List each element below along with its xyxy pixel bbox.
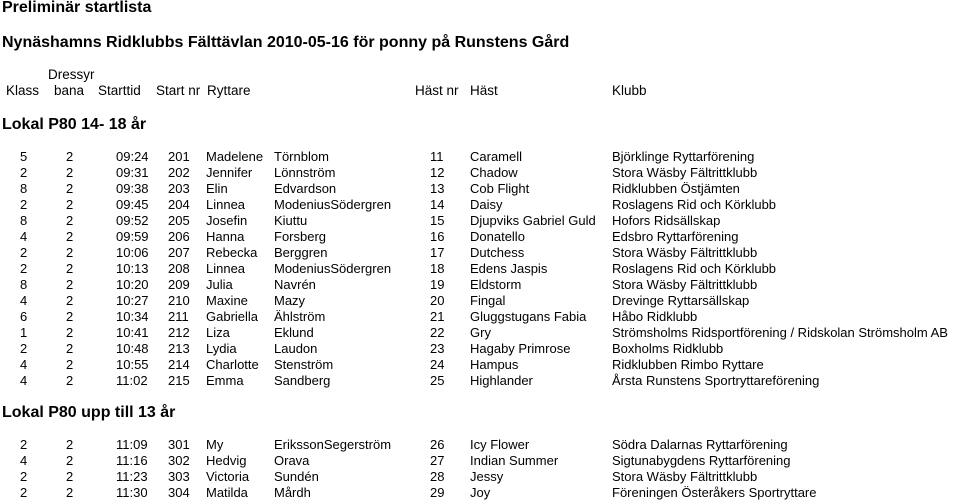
horse-nr-cell: 20 [430,293,445,308]
club-name: Björklinge Ryttarförening [612,149,755,164]
horse-name: Gluggstugans Fabia [470,309,587,324]
klass-cell: 6 [20,309,28,324]
table-row [0,229,960,245]
start-nr-cell: 214 [168,357,190,372]
bana-cell: 2 [66,229,74,244]
start-nr-cell: 212 [168,325,190,340]
rider-first-name: Charlotte [206,357,259,372]
starttid-cell: 10:48 [116,341,149,356]
rider-last-name: Orava [274,453,310,468]
col-hast-nr: Häst nr [415,83,459,98]
club-name: Drevinge Ryttarsällskap [612,293,750,308]
horse-nr-cell: 15 [430,213,445,228]
horse-name: Dutchess [470,245,525,260]
klass-cell: 4 [20,357,28,372]
table-row [0,453,960,469]
start-nr-cell: 205 [168,213,190,228]
horse-nr-cell: 28 [430,469,445,484]
horse-nr-cell: 26 [430,437,445,452]
klass-cell: 4 [20,373,28,388]
horse-name: Hagaby Primrose [470,341,571,356]
horse-name: Donatello [470,229,525,244]
horse-nr-cell: 23 [430,341,445,356]
start-nr-cell: 207 [168,245,190,260]
starttid-cell: 09:45 [116,197,149,212]
horse-name: Chadow [470,165,518,180]
rider-last-name: Kiuttu [274,213,308,228]
table-row [0,437,960,453]
horse-name: Highlander [470,373,533,388]
horse-nr-cell: 22 [430,325,445,340]
starttid-cell: 09:24 [116,149,149,164]
klass-cell: 2 [20,469,28,484]
bana-cell: 2 [66,469,74,484]
bana-cell: 2 [66,213,74,228]
horse-name: Joy [470,485,491,500]
section-title: Lokal P80 14- 18 år [2,116,147,133]
starttid-cell: 10:34 [116,309,149,324]
bana-cell: 2 [66,181,74,196]
col-hast: Häst [470,83,498,98]
horse-name: Hampus [470,357,519,372]
horse-name: Caramell [470,149,523,164]
starttid-cell: 11:09 [116,437,148,452]
table-row [0,149,960,165]
table-row [0,213,960,229]
table-row [0,165,960,181]
bana-cell: 2 [66,197,74,212]
rider-last-name: ErikssonSegerström [274,437,392,452]
start-nr-cell: 209 [168,277,190,292]
rider-last-name: Sandberg [274,373,331,388]
klass-cell: 8 [20,277,28,292]
starttid-cell: 10:13 [116,261,149,276]
rider-first-name: Jennifer [206,165,253,180]
table-row [0,357,960,373]
horse-name: Gry [470,325,491,340]
bana-cell: 2 [66,309,74,324]
rider-first-name: Matilda [206,485,248,500]
starttid-cell: 11:23 [116,469,148,484]
bana-cell: 2 [66,325,74,340]
rider-first-name: Victoria [206,469,250,484]
klass-cell: 2 [20,341,28,356]
club-name: Hofors Ridsällskap [612,213,721,228]
bana-cell: 2 [66,485,74,500]
rider-last-name: Ählström [274,309,326,324]
horse-name: Edens Jaspis [470,261,548,276]
rider-last-name: ModeniusSödergren [274,197,392,212]
horse-nr-cell: 14 [430,197,445,212]
club-name: Sigtunabygdens Ryttarförening [612,453,791,468]
start-nr-cell: 213 [168,341,190,356]
start-nr-cell: 303 [168,469,190,484]
horse-name: Indian Summer [470,453,559,468]
horse-nr-cell: 27 [430,453,445,468]
horse-name: Cob Flight [470,181,530,196]
rider-first-name: Hanna [206,229,245,244]
starttid-cell: 11:02 [116,373,148,388]
rider-first-name: Madelene [206,149,264,164]
starttid-cell: 09:31 [116,165,149,180]
bana-cell: 2 [66,261,74,276]
start-nr-cell: 301 [168,437,190,452]
club-name: Roslagens Rid och Körklubb [612,197,777,212]
horse-nr-cell: 21 [430,309,445,324]
starttid-cell: 10:41 [116,325,149,340]
col-starttid: Starttid [98,83,141,98]
horse-name: Eldstorm [470,277,522,292]
starttid-cell: 11:30 [116,485,148,500]
start-nr-cell: 201 [168,149,190,164]
col-bana: bana [54,83,85,98]
horse-name: Fingal [470,293,506,308]
starttid-cell: 10:55 [116,357,149,372]
bana-cell: 2 [66,373,74,388]
table-row [0,309,960,325]
start-nr-cell: 203 [168,181,190,196]
bana-cell: 2 [66,341,74,356]
table-row [0,261,960,277]
start-nr-cell: 208 [168,261,190,276]
table-row [0,197,960,213]
rider-first-name: Gabriella [206,309,259,324]
bana-cell: 2 [66,357,74,372]
bana-cell: 2 [66,149,74,164]
rider-first-name: Rebecka [206,245,258,260]
klass-cell: 4 [20,229,28,244]
club-name: Stora Wäsby Fältrittklubb [612,277,758,292]
rider-first-name: Linnea [206,197,246,212]
starttid-cell: 10:27 [116,293,149,308]
rider-first-name: Lydia [206,341,237,356]
horse-nr-cell: 12 [430,165,445,180]
club-name: Strömsholms Ridsportförening / Ridskolan Strömsholm AB [612,325,948,340]
horse-name: Icy Flower [470,437,530,452]
horse-nr-cell: 16 [430,229,445,244]
document-subtitle: Nynäshamns Ridklubbs Fälttävlan 2010-05-16 för ponny på Runstens Gård [2,34,570,51]
rider-first-name: Josefin [206,213,248,228]
klass-cell: 2 [20,261,28,276]
club-name: Roslagens Rid och Körklubb [612,261,777,276]
club-name: Årsta Runstens Sportryttareförening [612,373,820,388]
table-row [0,181,960,197]
rider-first-name: Julia [206,277,233,292]
horse-nr-cell: 25 [430,373,445,388]
klass-cell: 2 [20,165,28,180]
bana-cell: 2 [66,453,74,468]
club-name: Håbo Ridklubb [612,309,698,324]
table-row [0,469,960,485]
horse-nr-cell: 13 [430,181,445,196]
col-dressyr: Dressyr [48,67,95,82]
start-nr-cell: 202 [168,165,190,180]
rider-last-name: Stenström [274,357,334,372]
starttid-cell: 09:52 [116,213,149,228]
starttid-cell: 10:20 [116,277,149,292]
klass-cell: 2 [20,437,28,452]
table-row [0,325,960,341]
bana-cell: 2 [66,293,74,308]
rider-first-name: Emma [206,373,244,388]
rider-last-name: Eklund [274,325,314,340]
table-row [0,341,960,357]
horse-name: Jessy [470,469,504,484]
rider-first-name: Elin [206,181,228,196]
klass-cell: 8 [20,213,28,228]
klass-cell: 4 [20,293,28,308]
club-name: Stora Wäsby Fältrittklubb [612,469,758,484]
club-name: Ridklubben Östjämten [612,181,740,196]
table-row [0,245,960,261]
rider-last-name: Navrén [274,277,316,292]
rider-last-name: Sundén [274,469,319,484]
start-nr-cell: 204 [168,197,190,212]
klass-cell: 2 [20,485,28,500]
starttid-cell: 11:16 [116,453,148,468]
horse-name: Djupviks Gabriel Guld [470,213,596,228]
club-name: Södra Dalarnas Ryttarförening [612,437,788,452]
starttid-cell: 09:38 [116,181,149,196]
bana-cell: 2 [66,245,74,260]
horse-nr-cell: 19 [430,277,445,292]
col-start-nr: Start nr [156,83,201,98]
rider-last-name: Mårdh [274,485,311,500]
horse-nr-cell: 11 [430,149,444,164]
table-row [0,293,960,309]
start-nr-cell: 302 [168,453,190,468]
section-title: Lokal P80 upp till 13 år [2,404,176,421]
club-name: Stora Wäsby Fältrittklubb [612,245,758,260]
start-nr-cell: 215 [168,373,190,388]
rider-first-name: Linnea [206,261,246,276]
start-nr-cell: 206 [168,229,190,244]
bana-cell: 2 [66,437,74,452]
rider-first-name: My [206,437,224,452]
horse-nr-cell: 29 [430,485,445,500]
col-ryttare: Ryttare [207,83,251,98]
start-nr-cell: 210 [168,293,190,308]
rider-last-name: Laudon [274,341,318,356]
starttid-cell: 09:59 [116,229,149,244]
rider-last-name: Mazy [274,293,306,308]
horse-name: Daisy [470,197,503,212]
table-row [0,485,960,501]
rider-last-name: Lönnström [274,165,336,180]
klass-cell: 4 [20,453,28,468]
bana-cell: 2 [66,277,74,292]
klass-cell: 1 [20,325,28,340]
rider-last-name: ModeniusSödergren [274,261,392,276]
horse-nr-cell: 18 [430,261,445,276]
klass-cell: 2 [20,197,28,212]
rider-first-name: Liza [206,325,230,340]
club-name: Edsbro Ryttarförening [612,229,739,244]
rider-last-name: Forsberg [274,229,327,244]
table-row [0,373,960,389]
horse-nr-cell: 17 [430,245,445,260]
col-klubb: Klubb [612,83,647,98]
starttid-cell: 10:06 [116,245,149,260]
table-row [0,277,960,293]
start-nr-cell: 304 [168,485,190,500]
rider-last-name: Törnblom [274,149,329,164]
start-nr-cell: 211 [168,309,189,324]
klass-cell: 2 [20,245,28,260]
rider-last-name: Edvardson [274,181,337,196]
klass-cell: 5 [20,149,28,164]
document-title: Preliminär startlista [2,0,152,16]
col-klass: Klass [6,83,40,98]
club-name: Föreningen Österåkers Sportryttare [612,485,817,500]
rider-first-name: Hedvig [206,453,247,468]
club-name: Boxholms Ridklubb [612,341,724,356]
bana-cell: 2 [66,165,74,180]
rider-last-name: Berggren [274,245,328,260]
club-name: Ridklubben Rimbo Ryttare [612,357,764,372]
klass-cell: 8 [20,181,28,196]
rider-first-name: Maxine [206,293,248,308]
club-name: Stora Wäsby Fältrittklubb [612,165,758,180]
horse-nr-cell: 24 [430,357,445,372]
